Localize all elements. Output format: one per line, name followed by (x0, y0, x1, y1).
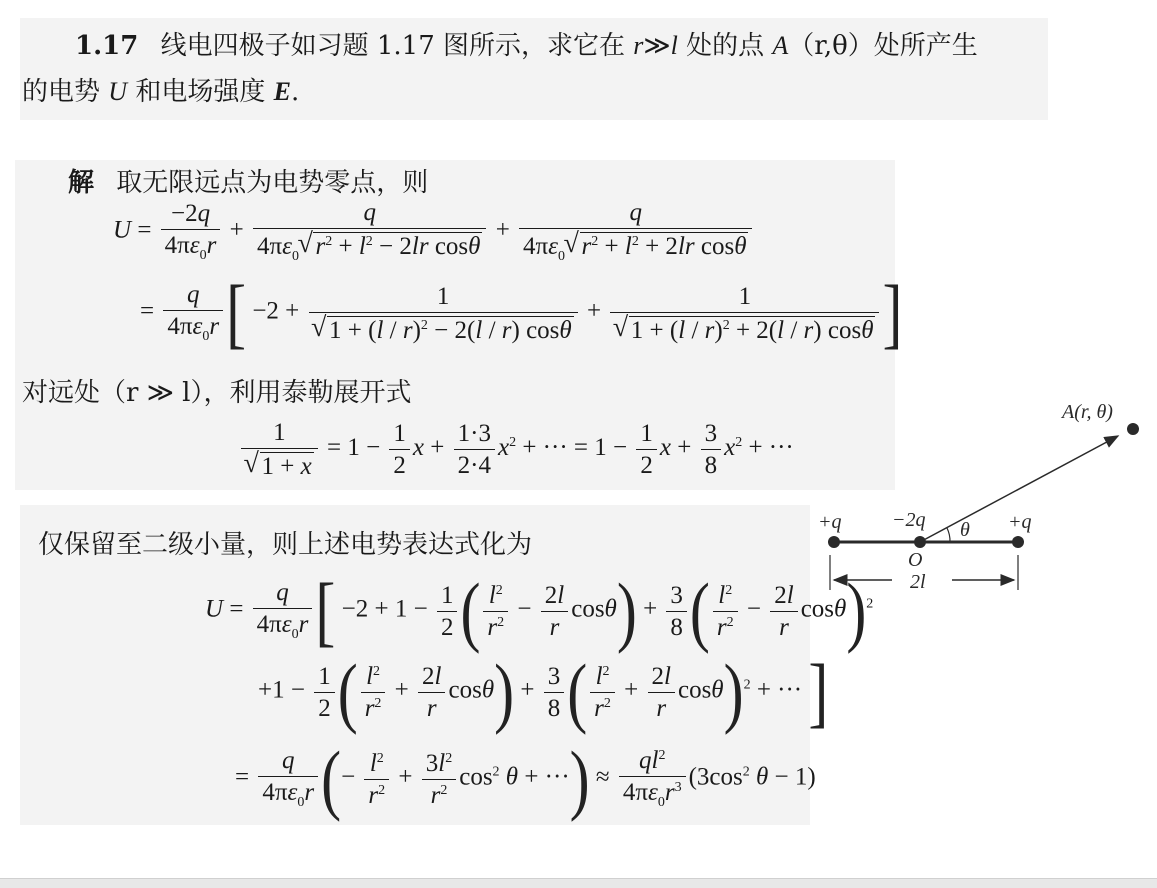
problem-number: 1.17 (75, 31, 139, 61)
equation-potential-2: = $\frac{q}{4\pi\varepsilon_0r}$ [ −2 + 1 √ 1 + (l / r)$^2$ − 2(l / r) cosθ + 1 √ 1 + (l / r)$^2$ + 2(l / r) cosθ ] (140, 282, 902, 344)
problem-period: . (290, 77, 300, 107)
problem-cond-gg: ≫ (643, 31, 671, 61)
label-plus-q-right: +q (1008, 511, 1032, 533)
solution-intro-text: 取无限远点为电势零点，则 (116, 168, 429, 198)
problem-text-end: 处所产生 (873, 31, 978, 61)
second-order-text: 仅保留至二级小量，则上述电势表达式化为 (38, 530, 533, 560)
equation-potential-1: U = $\frac{-2q}{4\pi\varepsilon_0r}$ + $\frac{q}{4\pi\varepsilon_0 √ r^2 + l^2 - 2lr \cos\theta}$ + $\frac{q}{4\pi\varepsilon_0 √ r^2 + l^2 + 2lr \cos\theta}$ (113, 200, 755, 264)
label-origin-o: O (908, 549, 923, 571)
problem-line-1 (75, 30, 978, 62)
problem-cond-l: l (670, 31, 678, 60)
problem-e: E (273, 77, 291, 106)
theta-arc (947, 528, 950, 542)
problem-text-2: 的电势 (22, 77, 101, 107)
problem-text-mid: 处的点 (686, 31, 765, 61)
problem-cond-r: r (633, 31, 644, 60)
far-field-text: 对远处（r ≫ l），利用泰勒展开式 (22, 378, 412, 408)
charge-left-dot (828, 536, 840, 548)
problem-point-a: A (772, 31, 789, 60)
solution-intro (68, 168, 428, 199)
label-theta: θ (960, 519, 970, 541)
equation-result: = $\frac{q}{4\pi\varepsilon_0r}$ (− $\frac{l^2}{r^2}$ + $\frac{3l^2}{r^2}$ $\cos^2 \theta$ + ···) ≈ $\frac{ql^2}{4\pi\varepsilon_0r^3}$ ($3\cos^2$ θ − 1) (235, 736, 816, 822)
label-minus-2q: −2q (892, 509, 926, 531)
problem-text-1: 线电四极子如习题 1.17 图所示，求它在 (160, 31, 626, 61)
quadrupole-diagram (800, 380, 1157, 610)
equation-expansion-1: U = $\frac{q}{4\pi\varepsilon_0r}$ [ −2 + 1 − $\frac{1}{2}$ ( $\frac{l^2}{r^2}$ − $\frac{2l}{r}$ cosθ) + $\frac{3}{8}$ ( $\frac{l^2}{r^2}$ − $\frac{2l}{r}$ cosθ)$^2$ (205, 568, 874, 654)
point-a-dot (1127, 423, 1139, 435)
charge-center-dot (914, 536, 926, 548)
solution-label: 解 (68, 168, 95, 198)
problem-text-3: 和电场强度 (135, 77, 266, 107)
equation-expansion-2: +1 − $\frac{1}{2}$ ( $\frac{l^2}{r^2}$ + $\frac{2l}{r}$ cosθ) + $\frac{3}{8}$ ( $\frac{l^2}{r^2}$ + $\frac{2l}{r}$ cosθ)$^2$ + ··· ] (258, 649, 829, 735)
problem-line-2 (22, 76, 299, 108)
label-plus-q-left: +q (818, 511, 842, 533)
charge-right-dot (1012, 536, 1024, 548)
problem-u: U (108, 77, 128, 106)
label-2l: 2l (910, 571, 926, 593)
equation-taylor: 1 √ 1 + x = 1 − $\frac{1}{2}$ x + $\frac{1\cdot 3}{2\cdot 4}$ $x^2$ + ··· = 1 − $\frac{1}{2}$ x + $\frac{3}{8}$ $x^2$ + ··· (238, 420, 794, 479)
label-point-a: A(r, θ) (1062, 401, 1113, 423)
problem-coords: （r,θ） (788, 31, 874, 61)
